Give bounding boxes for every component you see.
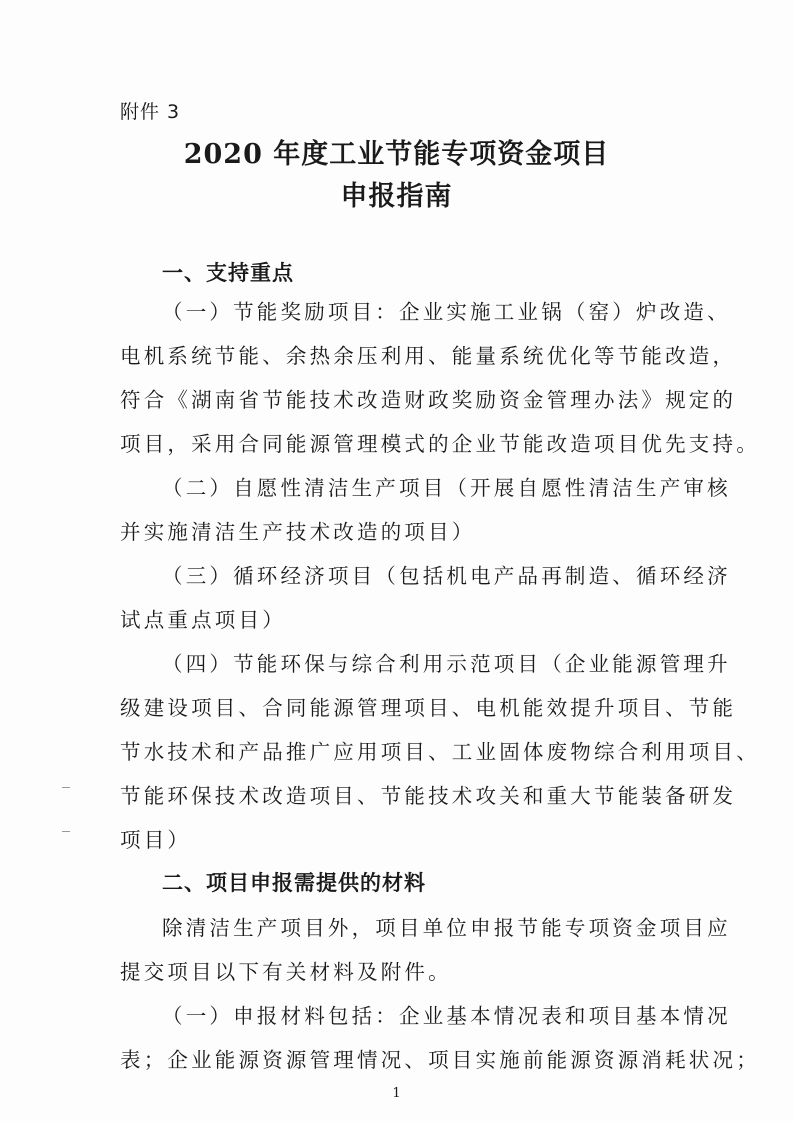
page-number: 1 <box>392 1086 401 1101</box>
paragraph-line: （三）循环经济项目（包括机电产品再制造、循环经济 <box>162 564 731 588</box>
paragraph-line: 符合《湖南省节能技术改造财政奖励资金管理办法》规定的 <box>120 388 737 412</box>
paragraph-line: 级建设项目、合同能源管理项目、电机能效提升项目、节能 <box>120 696 737 720</box>
paragraph-line: 电机系统节能、余热余压利用、能量系统优化等节能改造， <box>120 344 737 368</box>
paragraph-line: 节能环保技术改造项目、节能技术攻关和重大节能装备研发 <box>120 784 737 808</box>
scan-mark <box>62 787 70 788</box>
paragraph-line: （一）节能奖励项目：企业实施工业锅（窑）炉改造、 <box>162 300 731 324</box>
paragraph-line: 提交项目以下有关材料及附件。 <box>120 960 452 984</box>
paragraph-line: （四）节能环保与综合利用示范项目（企业能源管理升 <box>162 652 731 676</box>
paragraph-line: 节水技术和产品推广应用项目、工业固体废物综合利用项目、 <box>120 740 760 764</box>
paragraph-line: 试点重点项目） <box>120 608 286 632</box>
paragraph-line: 项目） <box>120 828 192 852</box>
section-heading-support-focus: 一、支持重点 <box>162 261 294 285</box>
paragraph-line: 并实施清洁生产技术改造的项目） <box>120 520 476 544</box>
attachment-label: 附件 3 <box>120 101 181 123</box>
scan-mark <box>62 831 70 832</box>
paragraph-line: （一）申报材料包括：企业基本情况表和项目基本情况 <box>162 1004 731 1028</box>
paragraph-line: 除清洁生产项目外，项目单位申报节能专项资金项目应 <box>162 916 731 940</box>
document-title-line1: 2020 年度工业节能专项资金项目 <box>183 139 610 170</box>
paragraph-line: 项目，采用合同能源管理模式的企业节能改造项目优先支持。 <box>120 432 760 456</box>
paragraph-line: 表；企业能源资源管理情况、项目实施前能源资源消耗状况； <box>120 1048 760 1072</box>
section-heading-materials: 二、项目申报需提供的材料 <box>162 871 426 895</box>
document-title-line2: 申报指南 <box>340 181 453 212</box>
paragraph-line: （二）自愿性清洁生产项目（开展自愿性清洁生产审核 <box>162 476 731 500</box>
